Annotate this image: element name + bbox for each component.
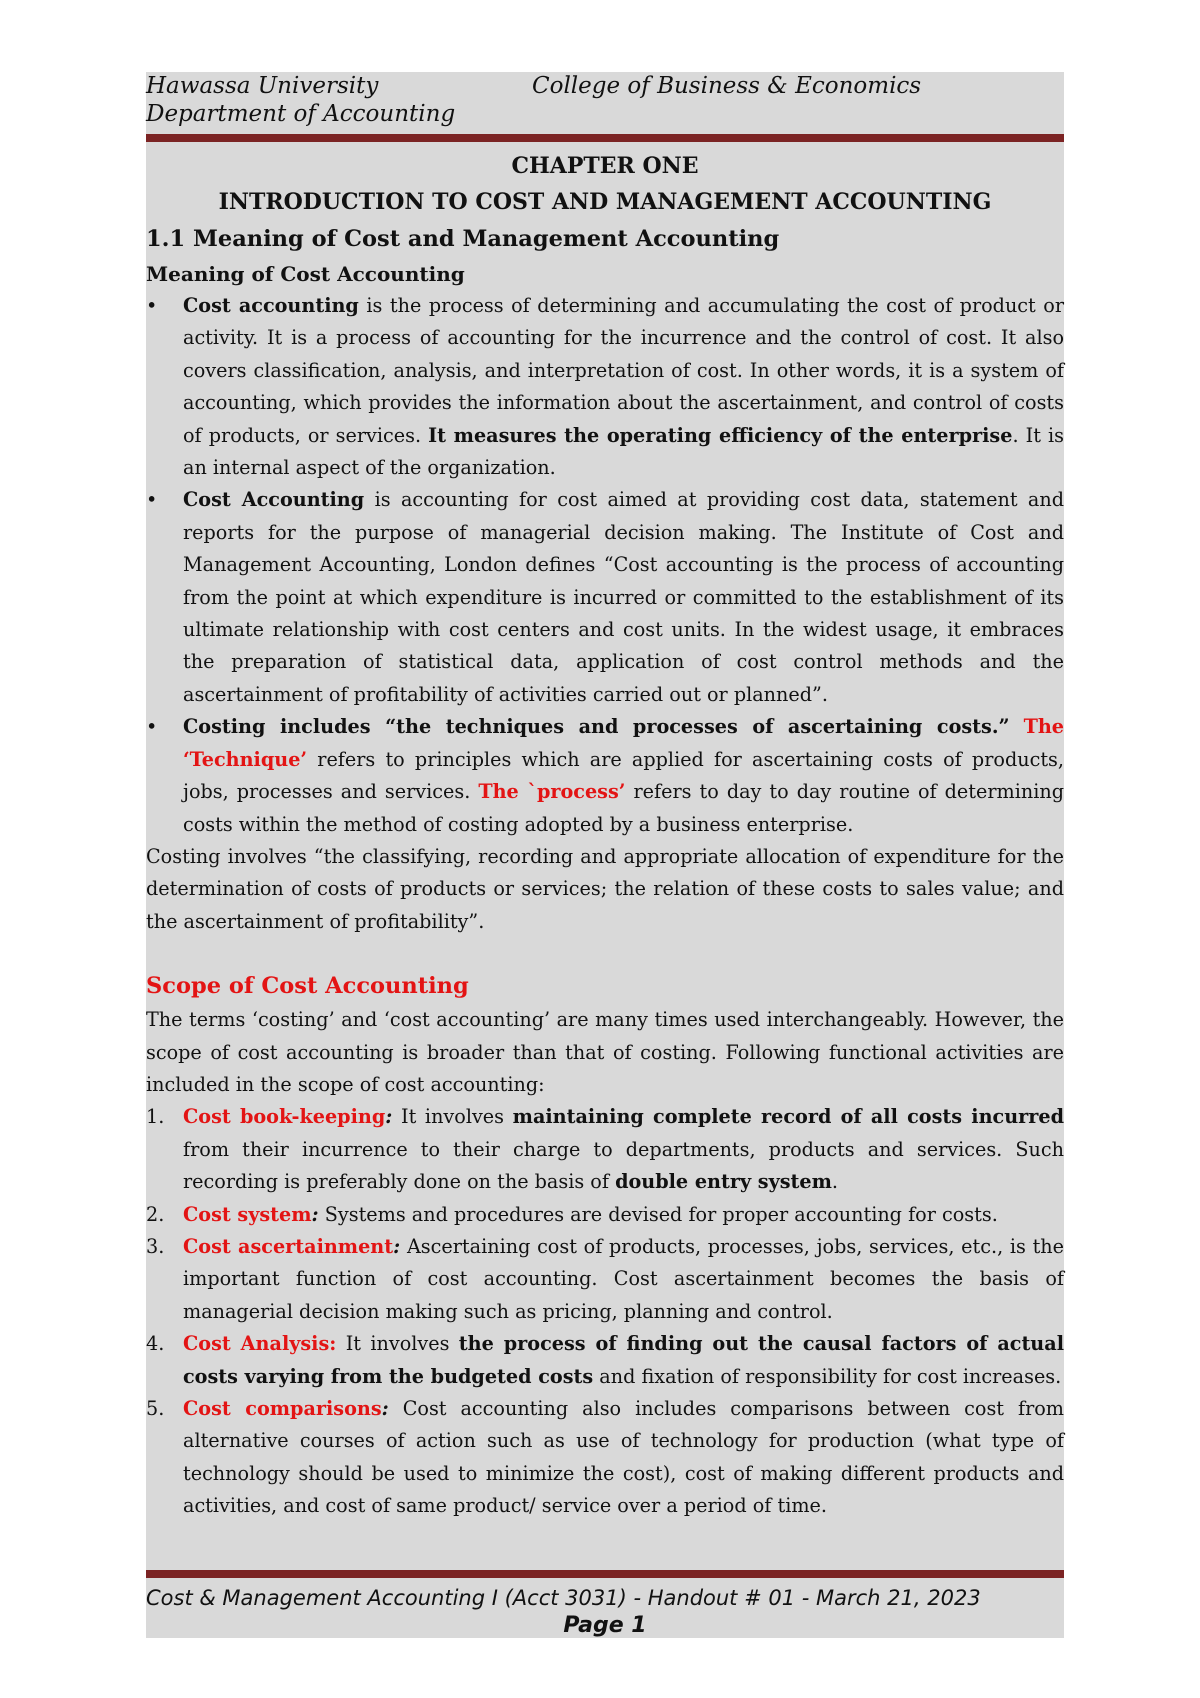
meaning-bullet-list <box>146 290 1064 841</box>
term-colon: : <box>393 1234 401 1258</box>
page-number: Page 1 <box>563 1613 647 1638</box>
college-name: College of Business & Economics <box>532 73 922 99</box>
paragraph-text: . It is an internal aspect of the organization. <box>183 423 1064 480</box>
bold-emphasis: It measures the operating efficiency of the enterprise <box>428 423 1013 447</box>
list-item <box>146 1101 1064 1198</box>
bold-term: Cost accounting <box>183 294 359 317</box>
document-body <box>146 148 1064 1523</box>
footer-course-info: Cost & Management Accounting I (Acct 3031) - Handout # 01 - March 21, 2023 <box>146 1586 981 1610</box>
costing-definition: Costing involves “the classifying, recording and appropriate allocation of expenditure for the determination of costs of products or services; the relation of these costs to sales value; and the ascertainment of profitability”. <box>146 844 1064 933</box>
term-colon: : <box>381 1397 389 1420</box>
bold-emphasis: double entry system <box>615 1170 832 1194</box>
list-number: 1. <box>146 1105 165 1129</box>
bullet-icon: • <box>146 715 158 739</box>
page-footer <box>146 1584 1064 1640</box>
bold-emphasis: maintaining complete record of all costs incurred <box>512 1105 1065 1129</box>
paragraph-text: Systems and procedures are devised for proper accounting for costs. <box>318 1202 998 1226</box>
list-item <box>146 290 1064 484</box>
subsection-heading: Meaning of Cost Accounting <box>146 262 465 286</box>
term-colon: : <box>311 1202 319 1226</box>
paragraph-text: is the process of determining and accumulating the cost of product or activity. It is a process of accounting for the incurrence and the control of cost. It also covers classification, analysis, and interpretation of cost. In other words, it is a system of accounting, which provides the information about the ascertainment, and control of costs of products, or services. <box>183 294 1065 447</box>
list-number: 2. <box>146 1202 165 1226</box>
bold-term: Cost Accounting <box>183 488 365 512</box>
list-number: 5. <box>146 1397 165 1420</box>
chapter-title: INTRODUCTION TO COST AND MANAGEMENT ACCOUNTING <box>218 189 992 215</box>
department-name: Department of Accounting <box>146 101 456 127</box>
red-term: The ‘Technique’ <box>183 715 1064 771</box>
paragraph-text: refers to day to day routine of determining costs within the method of costing adopted by a business enterprise. <box>183 780 1064 836</box>
paragraph-text: Cost accounting also includes comparisons between cost from alternative courses of action such as use of technology for production (what type of technology should be used to minimize the cost), cost of making different products and activities, and cost of same product/ service over a period of time. <box>183 1397 1064 1518</box>
footer-rule <box>146 1570 1064 1578</box>
chapter-number: CHAPTER ONE <box>511 153 699 179</box>
university-name: Hawassa University <box>146 73 379 99</box>
paragraph-text: and fixation of responsibility for cost increases. <box>593 1364 1062 1388</box>
red-term: Cost ascertainment <box>183 1234 394 1258</box>
scope-heading: Scope of Cost Accounting <box>146 973 469 1000</box>
header-rule <box>146 134 1064 142</box>
red-term: Cost system <box>183 1202 312 1226</box>
bullet-icon: • <box>146 488 158 512</box>
paragraph-text: It involves <box>392 1105 513 1129</box>
paragraph-text: from their incurrence to their charge to departments, products and services. Such recording is preferably done on the basis of <box>183 1137 1064 1194</box>
list-item <box>146 484 1064 711</box>
scope-intro: The terms ‘costing’ and ‘cost accounting’ are many times used interchangeably. However, the scope of cost accounting is broader than that of costing. Following functional activities are included in the scope of cost accounting: <box>146 1008 1064 1096</box>
paragraph-text: refers to principles which are applied for ascertaining costs of products, jobs, processes and services. <box>183 747 1064 804</box>
paragraph-text: It involves <box>336 1332 459 1356</box>
list-number: 3. <box>146 1234 165 1258</box>
spacer <box>146 938 1064 968</box>
red-term: Cost book-keeping <box>183 1105 386 1129</box>
term-colon: : <box>385 1105 393 1129</box>
bold-emphasis: the process of finding out the causal factors of actual costs varying from the budgeted costs <box>183 1332 1064 1388</box>
paragraph-text: Ascertaining cost of products, processes, jobs, services, etc., is the important function of cost accounting. Cost ascertainment becomes the basis of managerial decision making such as pricing, planning and control. <box>183 1234 1065 1323</box>
scope-numbered-list <box>146 1101 1064 1522</box>
section-heading: 1.1 Meaning of Cost and Management Accounting <box>146 226 780 252</box>
bullet-icon: • <box>146 294 158 317</box>
paragraph-text: is accounting for cost aimed at providing cost data, statement and reports for the purpose of managerial decision making. The Institute of Cost and Management Accounting, London defines “Cost accounting is the process of accounting from the point at which expenditure is incurred or committed to the establishment of its ultimate relationship with cost centers and cost units. In the widest usage, it embraces the preparation of statistical data, application of cost control methods and the ascertainment of profitability of activities carried out or planned”. <box>183 488 1064 706</box>
bold-term: Costing includes “the techniques and processes of ascertaining costs.” <box>183 715 1010 739</box>
paragraph-text: . <box>831 1170 839 1194</box>
red-term: Cost Analysis: <box>183 1332 337 1356</box>
list-item <box>146 1199 1064 1231</box>
list-item <box>146 711 1064 841</box>
red-term: Cost comparisons <box>183 1397 382 1420</box>
red-term: The `process’ <box>478 780 626 804</box>
list-number: 4. <box>146 1332 165 1356</box>
list-item <box>146 1231 1064 1328</box>
list-item <box>146 1393 1064 1523</box>
list-item <box>146 1328 1064 1393</box>
